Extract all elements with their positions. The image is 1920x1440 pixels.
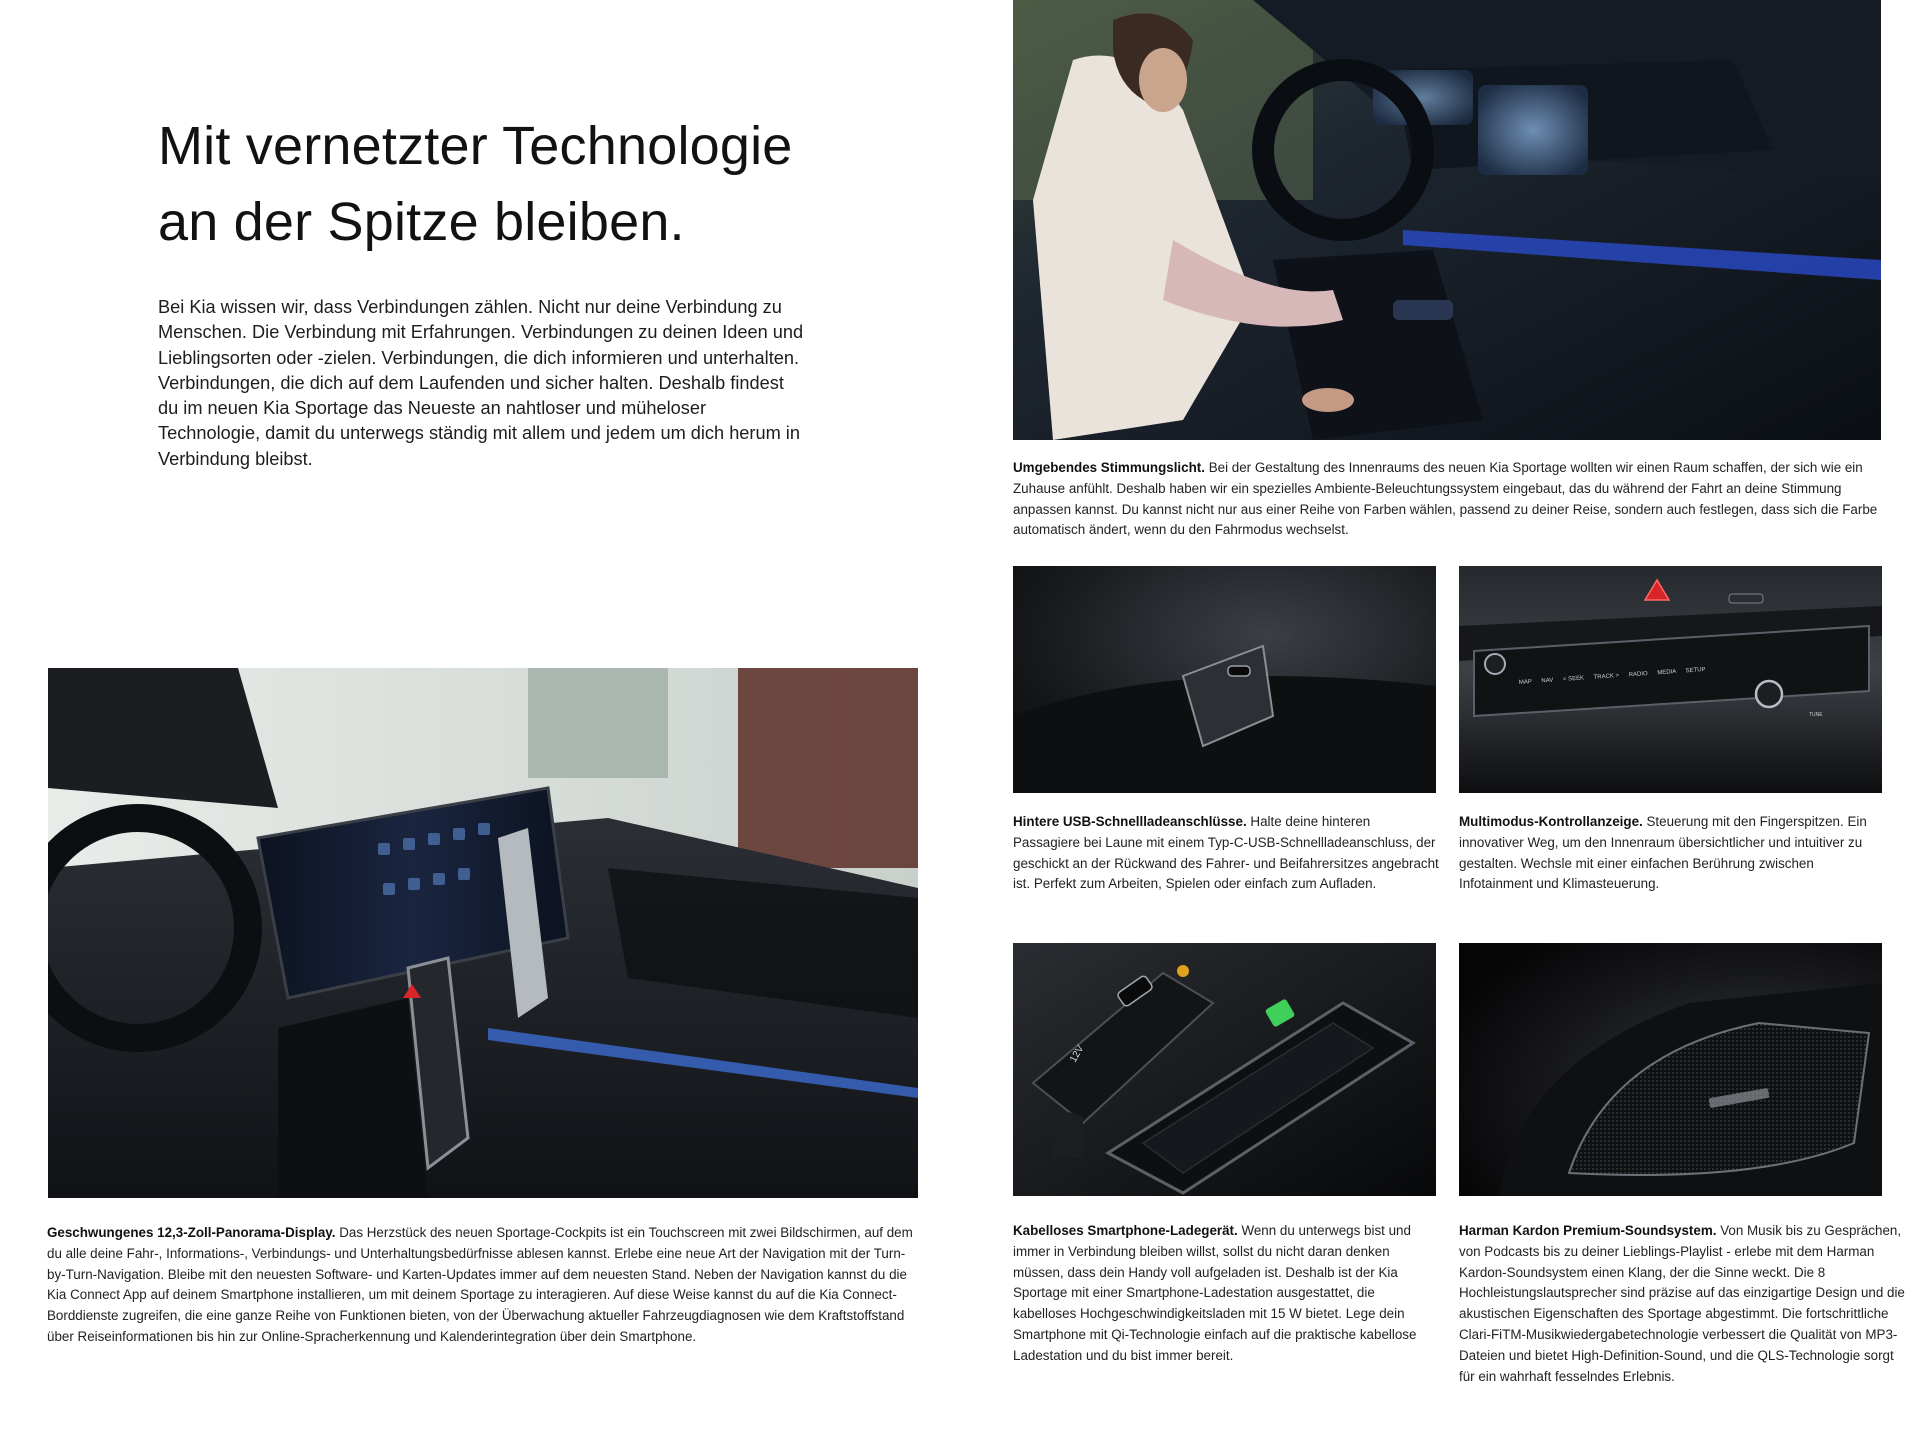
panorama-display-photo <box>48 668 918 1198</box>
caption-text: Von Musik bis zu Gesprächen, von Podcasts bis zu deiner Lieblings-Playlist - erlebe mit dem Harman Kardon-Soundsystem einen Klang, der die Sinne weckt. Die 8 Hochleistungslautsprecher sind präzise auf das einzigartige Design und die akustischen Eigenschaften des Sportage abgestimmt. Die fortschrittliche Clari-FiTM-Musikwiedergabetechnologie verbessert die Qualität von MP3-Dateien und bietet High-Definition-Sound, und die QLS-Technologie sorgt für ein wahrhaft fesselndes Erlebnis. <box>1459 1223 1905 1384</box>
panel-label-map: MAP <box>1518 679 1533 686</box>
panel-label-setup: SETUP <box>1685 666 1706 675</box>
multimode-panel-caption <box>1459 812 1885 895</box>
headline-line-1: Mit vernetzter Technologie <box>158 116 793 176</box>
ambient-light-photo <box>1013 0 1881 440</box>
caption-text: Halte deine hinteren Passagiere bei Laune mit einem Typ-C-USB-Schnellladeanschluss, der geschickt an der Rückwand des Fahrer- und Beifahrersitzes angebracht ist. Perfekt zum Arbeiten, Spielen oder einfach zum Aufladen. <box>1013 814 1439 892</box>
intro-paragraph: Bei Kia wissen wir, dass Verbindungen zählen. Nicht nur deine Verbindung zu Menschen. Die Verbindung mit Erfahrungen. Verbindungen zu deinen Ideen und Lieblingsorten oder -zielen. Verbindungen, die dich informieren und unterhalten. Verbindungen, die dich auf dem Laufenden und sicher halten. Deshalb findest du im neuen Kia Sportage das Neueste an nahtloser und müheloser Technologie, damit du unterwegs ständig mit allem und jedem um dich herum in Verbindung bleibst. <box>158 297 804 469</box>
caption-text: Wenn du unterwegs bist und immer in Verbindung bleiben willst, sollst du nicht daran denken müssen, dass dein Handy voll aufgeladen ist. Deshalb ist der Kia Sportage mit einer Smartphone-Ladestation ausgestattet, die kabelloses Hochgeschwindigkeitsladen mit 15 W bietet. Lege dein Smartphone mit Qi-Technologie einfach auf die praktische kabellose Ladestation und du bist immer bereit. <box>1013 1223 1417 1363</box>
page-headline <box>158 108 918 260</box>
headline-line-2: an der Spitze bleiben. <box>158 192 685 252</box>
ambient-light-caption <box>1013 458 1883 541</box>
panel-label-media: MEDIA <box>1657 669 1677 677</box>
panel-label-seek: < SEEK <box>1562 675 1585 683</box>
caption-title: Multimodus-Kontrollanzeige. <box>1459 814 1643 829</box>
wireless-charger-caption <box>1013 1221 1441 1367</box>
harman-caption <box>1459 1221 1909 1387</box>
panorama-display-caption <box>47 1223 919 1348</box>
wireless-charger-photo <box>1013 943 1436 1196</box>
caption-title: Umgebendes Stimmungslicht. <box>1013 460 1205 475</box>
panel-label-tune: TUNE <box>1809 712 1823 718</box>
usb-ports-photo <box>1013 566 1436 793</box>
panel-label-track: TRACK > <box>1593 673 1620 681</box>
caption-title: Hintere USB-Schnellladeanschlüsse. <box>1013 814 1247 829</box>
caption-title: Kabelloses Smartphone-Ladegerät. <box>1013 1223 1238 1238</box>
caption-text: Bei der Gestaltung des Innenraums des neuen Kia Sportage wollten wir einen Raum schaffen, der sich wie ein Zuhause anfühlt. Deshalb haben wir ein spezielles Ambiente-Beleuchtungssystem eingebaut, das du während der Fahrt an deine Stimmung anpassen kannst. Du kannst nicht nur aus einer Reihe von Farben wählen, passend zu deiner Reise, sondern auch festlegen, dass sich die Farbe automatisch ändert, wenn du den Fahrmodus wechselst. <box>1013 460 1878 538</box>
panel-label-nav: NAV <box>1541 677 1554 685</box>
caption-text: Das Herzstück des neuen Sportage-Cockpits ist ein Touchscreen mit zwei Bildschirmen, auf dem du alle deine Fahr-, Informations-, Verbindungs- und Unterhaltungsbedürfnisse ablesen kannst. Erlebe eine neue Art der Navigation mit der Turn-by-Turn-Navigation. Bleibe mit den neuesten Software- und Karten-Updates immer auf dem neuesten Stand. Neben der Navigation kannst du die Kia Connect App auf deinem Smartphone installieren, um mit deinem Sportage zu interagieren. Auf diese Weise kannst du auf die Kia Connect-Borddienste zugreifen, die eine ganze Reihe von Funktionen bieten, von der Überwachung aktueller Fahrzeugdiagnosen wie dem Kraftstoffstand über Reiseinformationen bis hin zur Online-Spracherkennung und Kalenderintegration über dein Smartphone. <box>47 1225 913 1344</box>
harman-speaker-photo <box>1459 943 1882 1196</box>
caption-text: Steuerung mit den Fingerspitzen. Ein innovativer Weg, um den Innenraum übersichtlicher und intuitiver zu gestalten. Wechsle mit einer einfachen Berührung zwischen Infotainment und Klimasteuerung. <box>1459 814 1867 892</box>
caption-title: Geschwungenes 12,3-Zoll-Panorama-Display. <box>47 1225 336 1240</box>
caption-title: Harman Kardon Premium-Soundsystem. <box>1459 1223 1717 1238</box>
multimode-panel-photo <box>1459 566 1882 793</box>
usb-12v-label: 12V <box>1068 1043 1087 1065</box>
panel-label-radio: RADIO <box>1628 671 1648 679</box>
usb-ports-caption <box>1013 812 1439 895</box>
